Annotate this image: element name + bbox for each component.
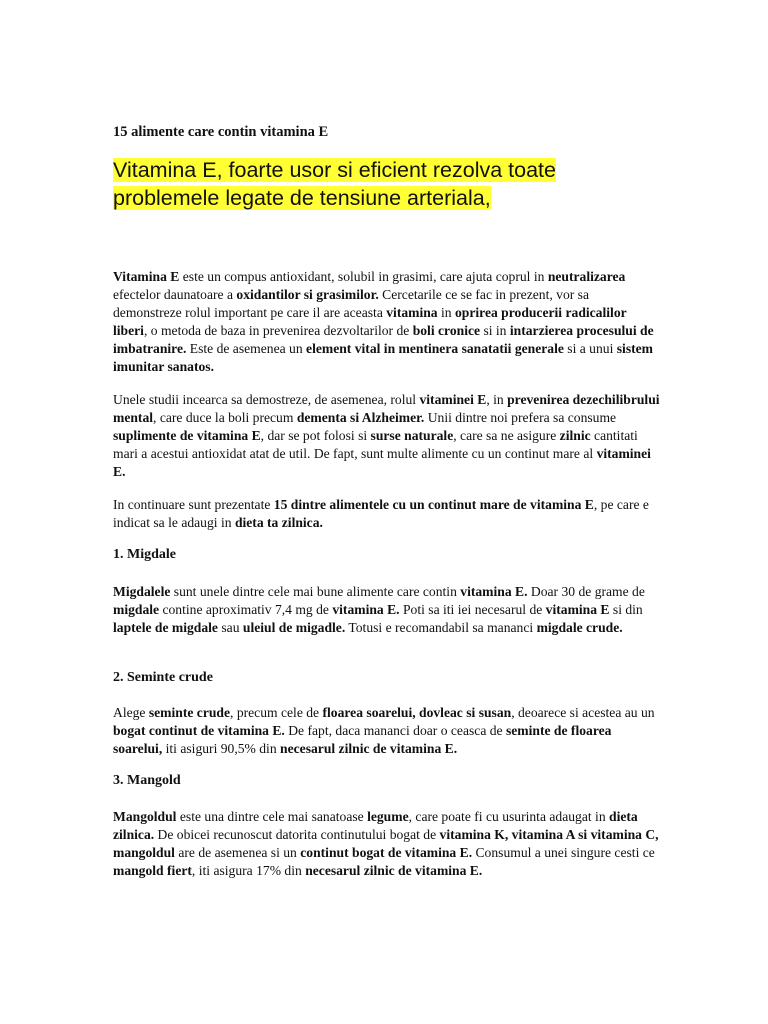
bold-text-run: vitamina E <box>545 601 610 617</box>
bold-text-run: dieta ta zilnica. <box>234 514 323 530</box>
bold-text-run: oxidantilor si grasimilor. <box>236 286 379 302</box>
text-run: iti asiguri 90,5% din <box>162 740 281 756</box>
bold-text-run: oprirea producerii radicalilor liberi <box>113 304 627 338</box>
text-run: , pe care e indicat sa le adaugi in <box>113 497 649 530</box>
section-body-seminte <box>113 704 661 758</box>
section-heading-migdale: 1. Migdale <box>113 547 176 562</box>
bold-text-run: element vital in mentinera sanatatii generale <box>306 340 564 356</box>
bold-text-run: bogat continut de vitamina E. <box>113 722 285 738</box>
text-run: De obicei recunoscut datorita continutului bogat de <box>154 826 440 842</box>
bold-text-run: floarea soarelui, dovleac si susan <box>322 705 512 720</box>
text-run: In continuare sunt prezentate <box>113 497 274 512</box>
bold-text-run: dieta zilnica. <box>113 809 638 842</box>
section-body-migdale <box>113 583 661 637</box>
bold-text-run: prevenirea dezechilibrului mental <box>113 392 660 425</box>
bold-text-run: uleiul de migadle. <box>242 619 346 635</box>
bold-text-run: intarzierea procesului de imbatranire. <box>113 322 654 356</box>
text-run: Alege <box>113 705 149 720</box>
bold-text-run: suplimente de vitamina E <box>113 427 261 443</box>
text-run: in <box>437 304 455 320</box>
text-run: , precum cele de <box>230 705 323 720</box>
bold-text-run: Mangoldul <box>113 809 177 824</box>
bold-text-run: sistem imunitar sanatos. <box>113 340 654 374</box>
bold-text-run: vitamina E. <box>332 601 400 617</box>
text-run: , care sa ne asigure <box>453 427 560 443</box>
bold-text-run: vitaminei E <box>419 392 487 407</box>
text-run: si a unui <box>563 340 617 356</box>
text-run: , in <box>486 392 508 407</box>
bold-text-run: continut bogat de vitamina E. <box>300 844 473 860</box>
text-run: Poti sa iti iei necesarul de <box>399 601 546 617</box>
text-run: , dar se pot folosi si <box>260 427 371 443</box>
document-title: 15 alimente care contin vitamina E <box>113 124 329 140</box>
text-run: si in <box>480 322 510 338</box>
bold-text-run: necesarul zilnic de vitamina E. <box>305 862 483 878</box>
text-run: efectelor daunatoare a <box>113 286 237 302</box>
bold-text-run: Migdalele <box>113 584 171 599</box>
text-run: are de asemenea si un <box>174 844 301 860</box>
section-heading-mangold: 3. Mangold <box>113 773 181 788</box>
bold-text-run: vitamina K, vitamina A si vitamina C, mangoldul <box>113 826 659 860</box>
bold-text-run: vitamina <box>386 304 438 320</box>
text-run: Cercetarile ce se fac in prezent, vor sa demonstreze rolul important pe care il are aceasta <box>113 286 589 320</box>
headline-text: Vitamina E, foarte usor si eficient rezolva toate problemele legate de tensiune arteriala, <box>113 158 556 210</box>
bold-text-run: dementa si Alzheimer. <box>296 409 425 425</box>
section-body-mangold <box>113 808 661 880</box>
bold-text-run: laptele de migdale <box>113 619 218 635</box>
text-run: este una dintre cele mai sanatoase <box>176 809 368 824</box>
continuing-paragraph <box>113 496 661 532</box>
text-run: contine aproximativ 7,4 mg de <box>159 601 333 617</box>
text-run: cantitati mari a acestui antioxidat atat de util. De fapt, sunt multe alimente cu un continut mare al <box>113 427 638 461</box>
bold-text-run: seminte de floarea soarelui, <box>113 722 612 756</box>
bold-text-run: mangold fiert <box>113 862 192 878</box>
section-heading-seminte: 2. Seminte crude <box>113 670 213 685</box>
bold-text-run: neutralizarea <box>547 269 626 284</box>
text-run: Totusi e recomandabil sa mananci <box>345 619 537 635</box>
text-run: Unii dintre noi prefera sa consume <box>424 409 617 425</box>
text-run: este un compus antioxidant, solubil in grasimi, care ajuta coprul in <box>179 269 548 284</box>
bold-text-run: Vitamina E <box>113 269 180 284</box>
bold-text-run: boli cronice <box>412 322 481 338</box>
bold-text-run: vitamina E. <box>460 584 528 599</box>
bold-text-run: migdale crude. <box>536 619 623 635</box>
text-run: sau <box>217 619 243 635</box>
bold-text-run: migdale <box>113 601 160 617</box>
highlighted-headline <box>113 156 633 212</box>
text-run: De fapt, daca mananci doar o ceasca de <box>284 722 506 738</box>
text-run: , deoarece si acestea au un <box>511 705 655 720</box>
bold-text-run: vitaminei E. <box>113 445 651 479</box>
text-run: Doar 30 de grame de <box>527 584 645 599</box>
bold-text-run: legume <box>367 809 409 824</box>
bold-text-run: necesarul zilnic de vitamina E. <box>280 740 458 756</box>
text-run: , iti asigura 17% din <box>191 862 306 878</box>
bold-text-run: 15 dintre alimentele cu un continut mare de vitamina E <box>273 497 594 512</box>
intro-paragraph <box>113 268 661 375</box>
bold-text-run: surse naturale <box>370 427 454 443</box>
text-run: Unele studii incearca sa demostreze, de asemenea, rolul <box>113 392 420 407</box>
text-run: , o metoda de baza in prevenirea dezvoltarilor de <box>143 322 413 338</box>
text-run: , care poate fi cu usurinta adaugat in <box>408 809 610 824</box>
bold-text-run: seminte crude <box>148 705 231 720</box>
bold-text-run: zilnic <box>559 427 591 443</box>
studies-paragraph <box>113 391 661 481</box>
text-run: sunt unele dintre cele mai bune alimente care contin <box>170 584 461 599</box>
text-run: , care duce la boli precum <box>153 409 297 425</box>
text-run: Consumul a unei singure cesti ce <box>472 844 655 860</box>
text-run: Este de asemenea un <box>186 340 307 356</box>
text-run: si din <box>609 601 643 617</box>
